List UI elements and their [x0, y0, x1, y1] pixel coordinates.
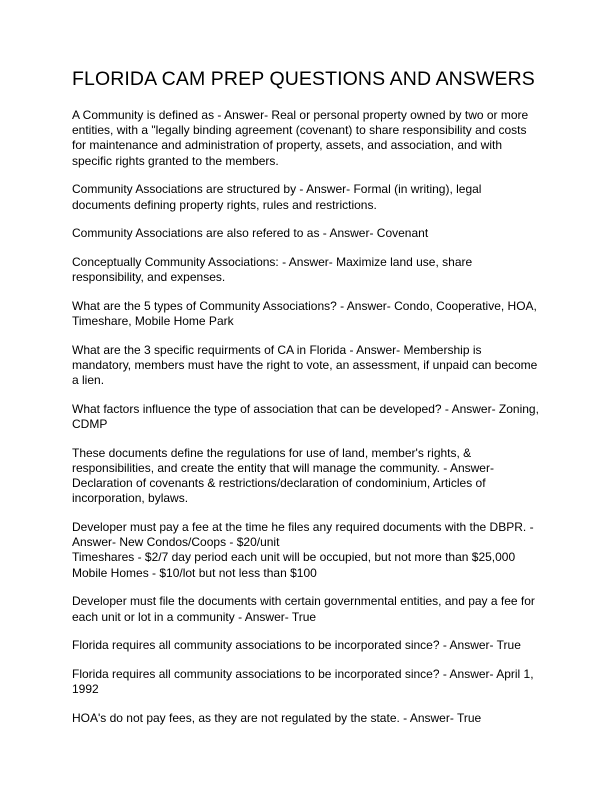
qa-item-1 [72, 108, 542, 169]
qa-text: Community Associations are also refered to as - Answer- Covenant [72, 226, 429, 241]
qa-item-2 [72, 182, 542, 212]
qa-text: These documents define the regulations for use of land, member's rights, & responsibilities, and create the entity that will manage the community. - Answer- Declaration of covenants & restrictions/declaration of condominium, Articles of incorporation, bylaws. [72, 445, 494, 506]
qa-text: What are the 3 specific requirments of CA in Florida - Answer- Membership is mandatory, members must have the right to vote, an assessment, if unpaid can become a lien. [72, 342, 538, 388]
qa-item-12 [72, 667, 542, 697]
document-page [72, 66, 542, 740]
qa-text: Conceptually Community Associations: - Answer- Maximize land use, share responsibility, and expenses. [72, 254, 473, 285]
qa-item-8 [72, 446, 542, 507]
qa-text: Timeshares - $2/7 day period each unit will be occupied, but not more than $25,000 [72, 550, 516, 565]
qa-item-13 [72, 711, 542, 726]
qa-text: Community Associations are structured by - Answer- Formal (in writing), legal documents defining property rights, rules and restrictions. [72, 182, 482, 212]
qa-text: What are the 5 types of Community Associations? - Answer- Condo, Cooperative, HOA, Timeshare, Mobile Home Park [72, 298, 537, 329]
qa-item-4 [72, 255, 542, 285]
qa-text: Developer must file the documents with certain governmental entities, and pay a fee for each unit or lot in a community - Answer- True [72, 594, 535, 624]
qa-text: Developer must pay a fee at the time he files any required documents with the DBPR. - Answer- New Condos/Coops - $20/unit [72, 520, 534, 550]
qa-text: What factors influence the type of association that can be developed? - Answer- Zoning, CDMP [72, 401, 539, 432]
qa-item-7 [72, 402, 542, 432]
qa-item-6 [72, 343, 542, 389]
qa-item-10 [72, 594, 542, 624]
qa-item-11 [72, 638, 542, 653]
qa-text: A Community is defined as - Answer- Real or personal property owned by two or more entities, with a "legally binding agreement (covenant) to share responsibility and costs for maintenance and administration of property, assets, and association, and with specific rights granted to the members. [72, 108, 529, 168]
qa-text: Florida requires all community associations to be incorporated since? - Answer- April 1, 1992 [72, 666, 534, 697]
qa-text: HOA's do not pay fees, as they are not regulated by the state. - Answer- True [72, 710, 482, 725]
qa-item-3 [72, 226, 542, 241]
page-title: FLORIDA CAM PREP QUESTIONS AND ANSWERS [72, 68, 535, 90]
qa-text: Florida requires all community associations to be incorporated since? - Answer- True [72, 638, 521, 653]
qa-item-5 [72, 299, 542, 329]
qa-item-9 [72, 520, 542, 581]
qa-text: Mobile Homes - $10/lot but not less than $100 [72, 565, 317, 580]
